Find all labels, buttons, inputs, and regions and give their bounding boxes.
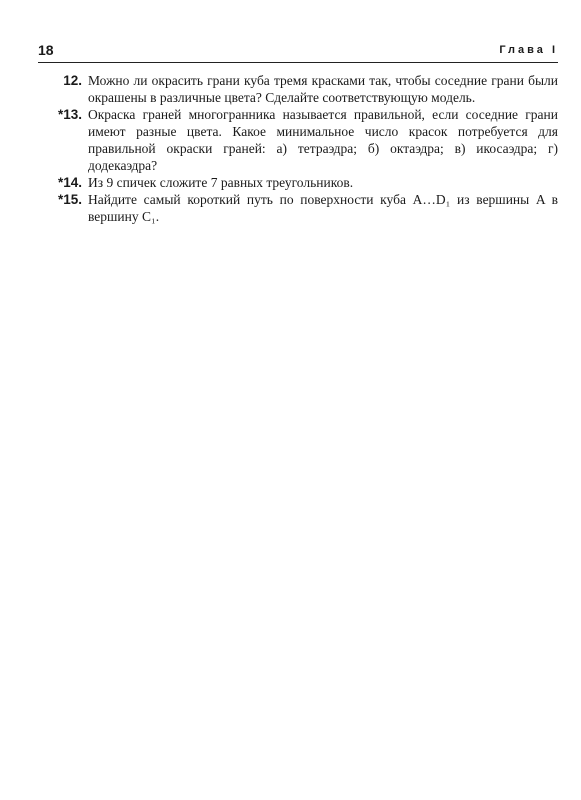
problem-number: *15. (57, 192, 82, 207)
problem-list (38, 72, 558, 225)
chapter-title: Глава I (499, 44, 558, 56)
problem-item (38, 191, 558, 225)
page-header (38, 40, 558, 66)
problem-item (38, 72, 558, 106)
header-divider (38, 62, 558, 63)
problem-text: Из 9 спичек сложите 7 равных треугольников. (88, 175, 354, 190)
problem-text: Окраска граней многогранника называется правильной, если соседние грани имеют разные цвета. Какое минимальное число красок потребуется для правильной окраски граней: а) тетраэдра; б) октаэдра; в) икосаэдра; г) додекаэдра? (88, 107, 558, 173)
blank-page-area (0, 250, 581, 800)
problem-item (38, 174, 558, 191)
problem-number: *14. (57, 175, 82, 190)
problem-item (38, 106, 558, 174)
page-number: 18 (38, 42, 54, 58)
problem-number: *13. (57, 107, 82, 122)
problem-text: Можно ли окрасить грани куба тремя красками так, чтобы соседние грани были окрашены в различные цвета? Сделайте соответствующую модель. (88, 73, 558, 105)
problem-text: Найдите самый короткий путь по поверхности куба A…D₁ из вершины A в вершину C₁. (88, 192, 558, 224)
problem-number: 12. (63, 73, 82, 88)
